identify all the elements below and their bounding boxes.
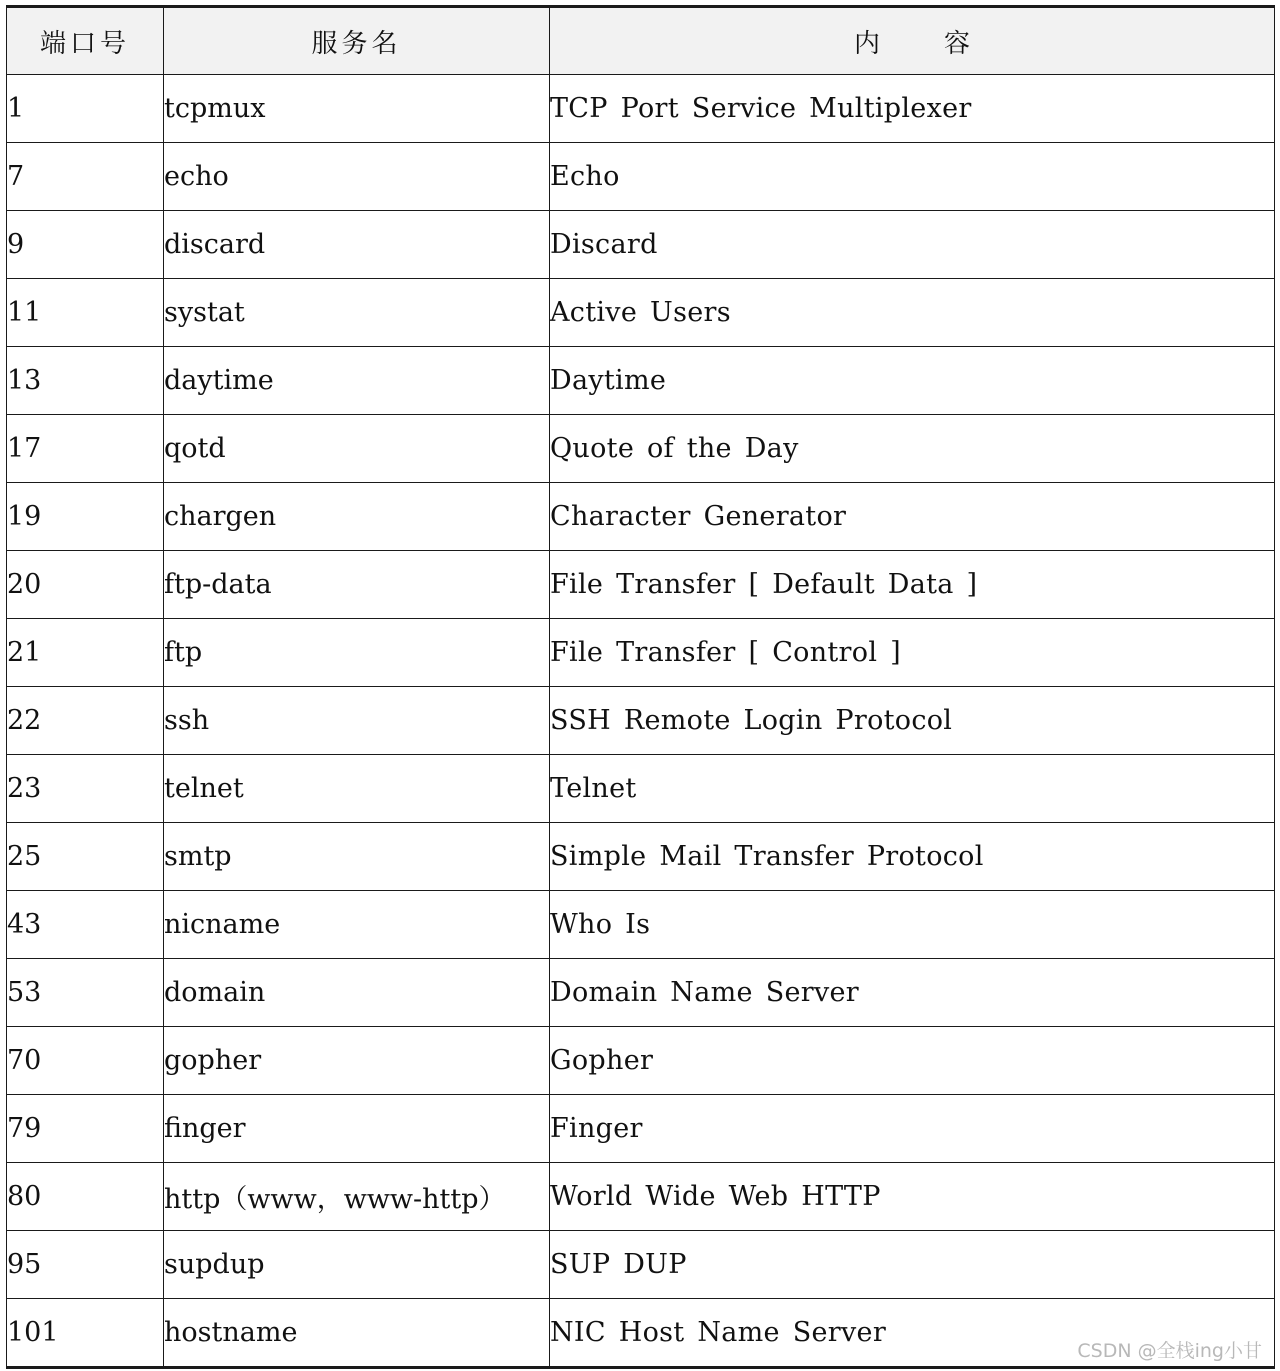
- table-row: [7, 1095, 1275, 1163]
- header-row: [7, 7, 1275, 75]
- port-cell: 17: [7, 415, 164, 483]
- service-cell: chargen: [164, 483, 550, 551]
- description-cell: Domain Name Server: [550, 959, 1275, 1027]
- port-cell: 21: [7, 619, 164, 687]
- description-cell: Echo: [550, 143, 1275, 211]
- service-cell: ssh: [164, 687, 550, 755]
- description-cell: Gopher: [550, 1027, 1275, 1095]
- header-port: 端口号: [7, 7, 164, 75]
- port-cell: 43: [7, 891, 164, 959]
- description-cell: Finger: [550, 1095, 1275, 1163]
- description-cell: File Transfer [ Control ]: [550, 619, 1275, 687]
- port-cell: 53: [7, 959, 164, 1027]
- description-cell: SUP DUP: [550, 1231, 1275, 1299]
- table-row: [7, 619, 1275, 687]
- service-cell: qotd: [164, 415, 550, 483]
- header-service: 服务名: [164, 7, 550, 75]
- table-row: [7, 1163, 1275, 1231]
- description-cell: Active Users: [550, 279, 1275, 347]
- port-cell: 20: [7, 551, 164, 619]
- service-cell: telnet: [164, 755, 550, 823]
- table-row: [7, 959, 1275, 1027]
- port-cell: 11: [7, 279, 164, 347]
- port-cell: 80: [7, 1163, 164, 1231]
- service-cell: gopher: [164, 1027, 550, 1095]
- table-row: [7, 483, 1275, 551]
- table-body: [7, 75, 1275, 1368]
- port-cell: 23: [7, 755, 164, 823]
- table-row: [7, 415, 1275, 483]
- service-cell: http（www，www-http）: [164, 1163, 550, 1231]
- port-cell: 7: [7, 143, 164, 211]
- service-cell: hostname: [164, 1299, 550, 1368]
- port-cell: 101: [7, 1299, 164, 1368]
- service-cell: ftp: [164, 619, 550, 687]
- service-cell: domain: [164, 959, 550, 1027]
- table-row: [7, 551, 1275, 619]
- header-description-part1: 内: [853, 28, 880, 59]
- service-cell: supdup: [164, 1231, 550, 1299]
- table-row: [7, 1027, 1275, 1095]
- table-row: [7, 347, 1275, 415]
- port-cell: 13: [7, 347, 164, 415]
- table-row: [7, 1231, 1275, 1299]
- table-row: [7, 211, 1275, 279]
- service-cell: daytime: [164, 347, 550, 415]
- port-cell: 9: [7, 211, 164, 279]
- service-cell: tcpmux: [164, 75, 550, 143]
- header-description: [550, 7, 1275, 75]
- description-cell: Telnet: [550, 755, 1275, 823]
- table-header: [7, 7, 1275, 75]
- port-cell: 1: [7, 75, 164, 143]
- port-cell: 95: [7, 1231, 164, 1299]
- port-cell: 70: [7, 1027, 164, 1095]
- table-row: [7, 143, 1275, 211]
- description-cell: World Wide Web HTTP: [550, 1163, 1275, 1231]
- description-cell: NIC Host Name Server: [550, 1299, 1275, 1368]
- port-cell: 19: [7, 483, 164, 551]
- port-cell: 79: [7, 1095, 164, 1163]
- service-cell: systat: [164, 279, 550, 347]
- description-cell: File Transfer [ Default Data ]: [550, 551, 1275, 619]
- table-row: [7, 279, 1275, 347]
- table-row: [7, 687, 1275, 755]
- service-cell: finger: [164, 1095, 550, 1163]
- table-row: [7, 891, 1275, 959]
- port-cell: 22: [7, 687, 164, 755]
- description-cell: Simple Mail Transfer Protocol: [550, 823, 1275, 891]
- service-cell: smtp: [164, 823, 550, 891]
- service-cell: echo: [164, 143, 550, 211]
- table-row: [7, 75, 1275, 143]
- table-row: [7, 823, 1275, 891]
- table-row: [7, 755, 1275, 823]
- description-cell: Discard: [550, 211, 1275, 279]
- port-cell: 25: [7, 823, 164, 891]
- service-cell: nicname: [164, 891, 550, 959]
- watermark: CSDN @全栈ing小甘: [1077, 1340, 1262, 1362]
- ports-table: [6, 5, 1275, 1369]
- description-cell: Character Generator: [550, 483, 1275, 551]
- description-cell: Who Is: [550, 891, 1275, 959]
- description-cell: Quote of the Day: [550, 415, 1275, 483]
- description-cell: TCP Port Service Multiplexer: [550, 75, 1275, 143]
- header-description-part2: 容: [944, 28, 971, 59]
- description-cell: Daytime: [550, 347, 1275, 415]
- service-cell: discard: [164, 211, 550, 279]
- service-cell: ftp-data: [164, 551, 550, 619]
- description-cell: SSH Remote Login Protocol: [550, 687, 1275, 755]
